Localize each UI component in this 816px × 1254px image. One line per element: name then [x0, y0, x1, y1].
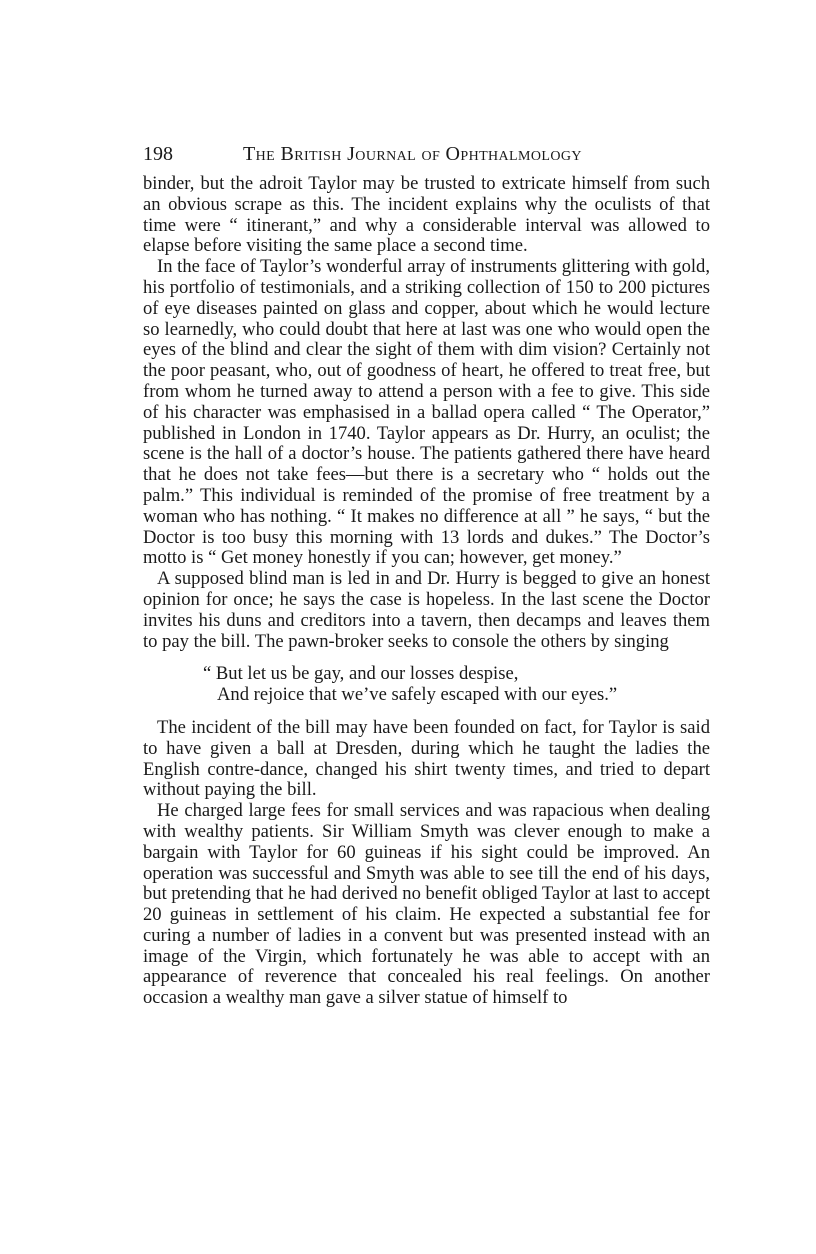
journal-title: The British Journal of Ophthalmology: [243, 143, 582, 165]
page-number: 198: [143, 143, 173, 165]
verse-line: And rejoice that we’ve safely escaped with our eyes.”: [217, 684, 618, 706]
verse-quotation: [203, 664, 710, 706]
article-body: [143, 174, 710, 1009]
paragraph: He charged large fees for small services and was rapacious when dealing with wealthy patients. Sir William Smyth was clever enough to make a bargain with Taylor for 60 guineas if his sight could be improved. An operation was successful and Smyth was able to see till the end of his days, but pretending that he had derived no benefit obliged Taylor at last to accept 20 guineas in settlement of his claim. He expected a substantial fee for curing a number of ladies in a convent but was presented instead with an image of the Virgin, which fortunately he was able to accept with an appearance of reverence that concealed his real feelings. On another occasion a wealthy man gave a silver statue of himself to: [143, 800, 710, 1009]
paragraph: The incident of the bill may have been founded on fact, for Taylor is said to have given a ball at Dresden, during which he taught the ladies the English contre-dance, changed his shirt twenty times, and tried to depart without paying the bill.: [143, 716, 710, 801]
running-head: [143, 140, 713, 168]
verse-line: “ But let us be gay, and our losses despise,: [203, 663, 519, 685]
paragraph-continued: binder, but the adroit Taylor may be trusted to extricate himself from such an obvious scrape as this. The incident explains why the oculists of that time were “ itinerant,” and why a considerable interval was allowed to elapse before visiting the same place a second time.: [143, 173, 710, 257]
paragraph: A supposed blind man is led in and Dr. Hurry is begged to give an honest opinion for once; he says the case is hopeless. In the last scene the Doctor invites his duns and creditors into a tavern, then decamps and leaves them to pay the bill. The pawn-broker seeks to console the others by singing: [143, 568, 710, 652]
paragraph: In the face of Taylor’s wonderful array of instruments glittering with gold, his portfolio of testimonials, and a striking collection of 150 to 200 pictures of eye diseases painted on glass and copper, about which he would lecture so learnedly, who could doubt that here at last was one who would open the eyes of the blind and clear the sight of them with dim vision? Certainly not the poor peasant, who, out of goodness of heart, he offered to treat free, but from whom he turned away to attend a person with a fee to give. This side of his character was emphasised in a ballad opera called “ The Operator,” published in London in 1740. Taylor appears as Dr. Hurry, an oculist; the scene is the hall of a doctor’s house. The patients gathered there have heard that he does not take fees—but there is a secretary who “ holds out the palm.” This individual is reminded of the promise of free treatment by a woman who has nothing. “ It makes no difference at all ” he says, “ but the Doctor is too busy this morning with 13 lords and dukes.” The Doctor’s motto is “ Get money honestly if you can; however, get money.”: [143, 256, 710, 569]
